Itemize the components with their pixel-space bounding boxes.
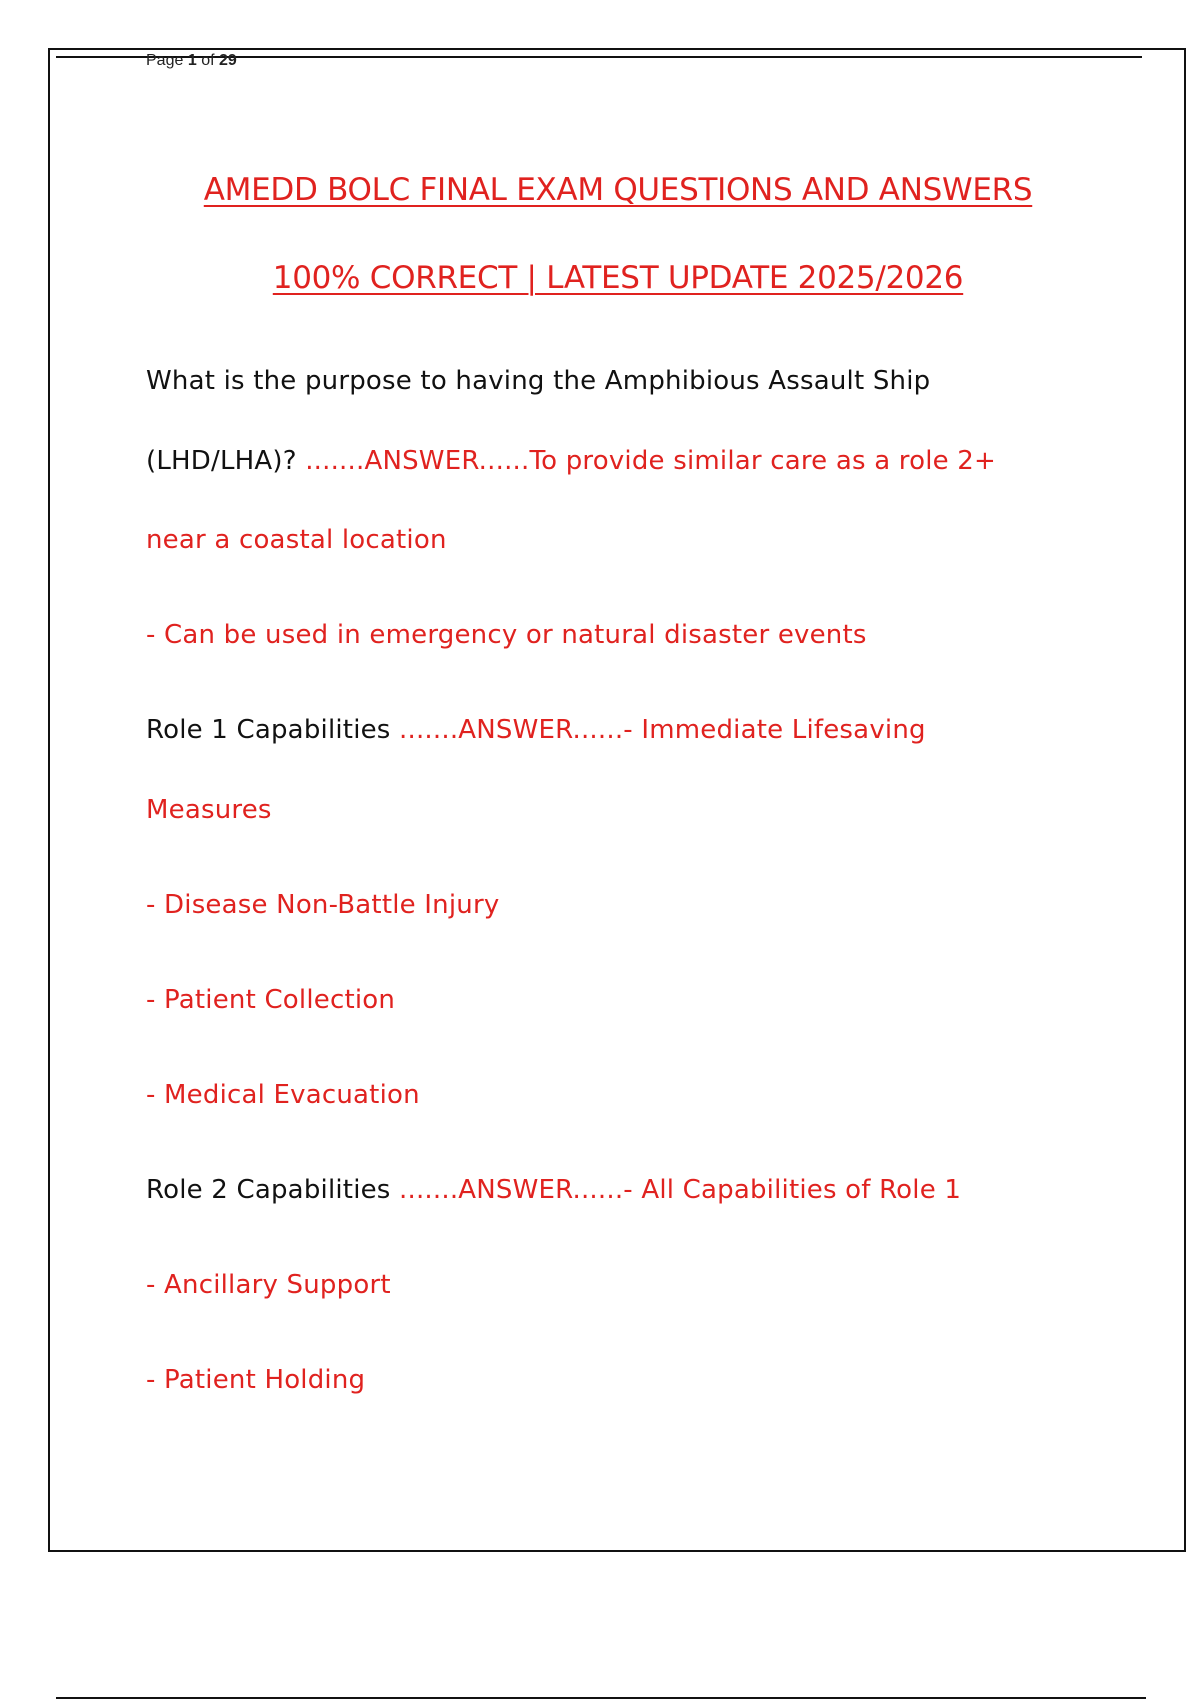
answer-3-bullet-2: - Patient Holding [146, 1365, 366, 1395]
answer-text: - All Capabilities of Role 1 [623, 1175, 962, 1205]
page-indicator [146, 52, 237, 70]
question-1-line2 [146, 446, 996, 476]
answer-2-bullet-2: - Patient Collection [146, 985, 396, 1015]
answer-marker: .......ANSWER...... [305, 446, 530, 476]
answer-1-bullet-1: - Can be used in emergency or natural disaster events [146, 620, 867, 650]
page-of: of [201, 52, 215, 69]
answer-2-line2: Measures [146, 795, 272, 825]
page-label: Page [146, 52, 184, 69]
answer-1-line2: near a coastal location [146, 525, 447, 555]
document-title-line2: 100% CORRECT | LATEST UPDATE 2025/2026 [272, 260, 964, 296]
answer-2-bullet-1: - Disease Non-Battle Injury [146, 890, 500, 920]
answer-marker: .......ANSWER...... [399, 1175, 624, 1205]
page-current: 1 [187, 52, 197, 69]
answer-2-bullet-3: - Medical Evacuation [146, 1080, 420, 1110]
question-text: Role 1 Capabilities [146, 715, 391, 745]
page-total: 29 [218, 52, 237, 69]
answer-text: - Immediate Lifesaving [623, 715, 926, 745]
document-title-line1: AMEDD BOLC FINAL EXAM QUESTIONS AND ANSWERS [203, 172, 1033, 208]
question-text: What is the purpose to having the Amphibious Assault Ship [146, 366, 931, 396]
question-2-line1 [146, 715, 926, 745]
answer-text: To provide similar care as a role 2+ [529, 446, 997, 476]
answer-3-bullet-1: - Ancillary Support [146, 1270, 391, 1300]
question-text: Role 2 Capabilities [146, 1175, 391, 1205]
question-1-line1 [146, 366, 930, 396]
footer-rule [56, 1697, 1146, 1699]
answer-marker: .......ANSWER...... [399, 715, 624, 745]
question-text: (LHD/LHA)? [146, 446, 297, 476]
question-3-line1 [146, 1175, 961, 1205]
